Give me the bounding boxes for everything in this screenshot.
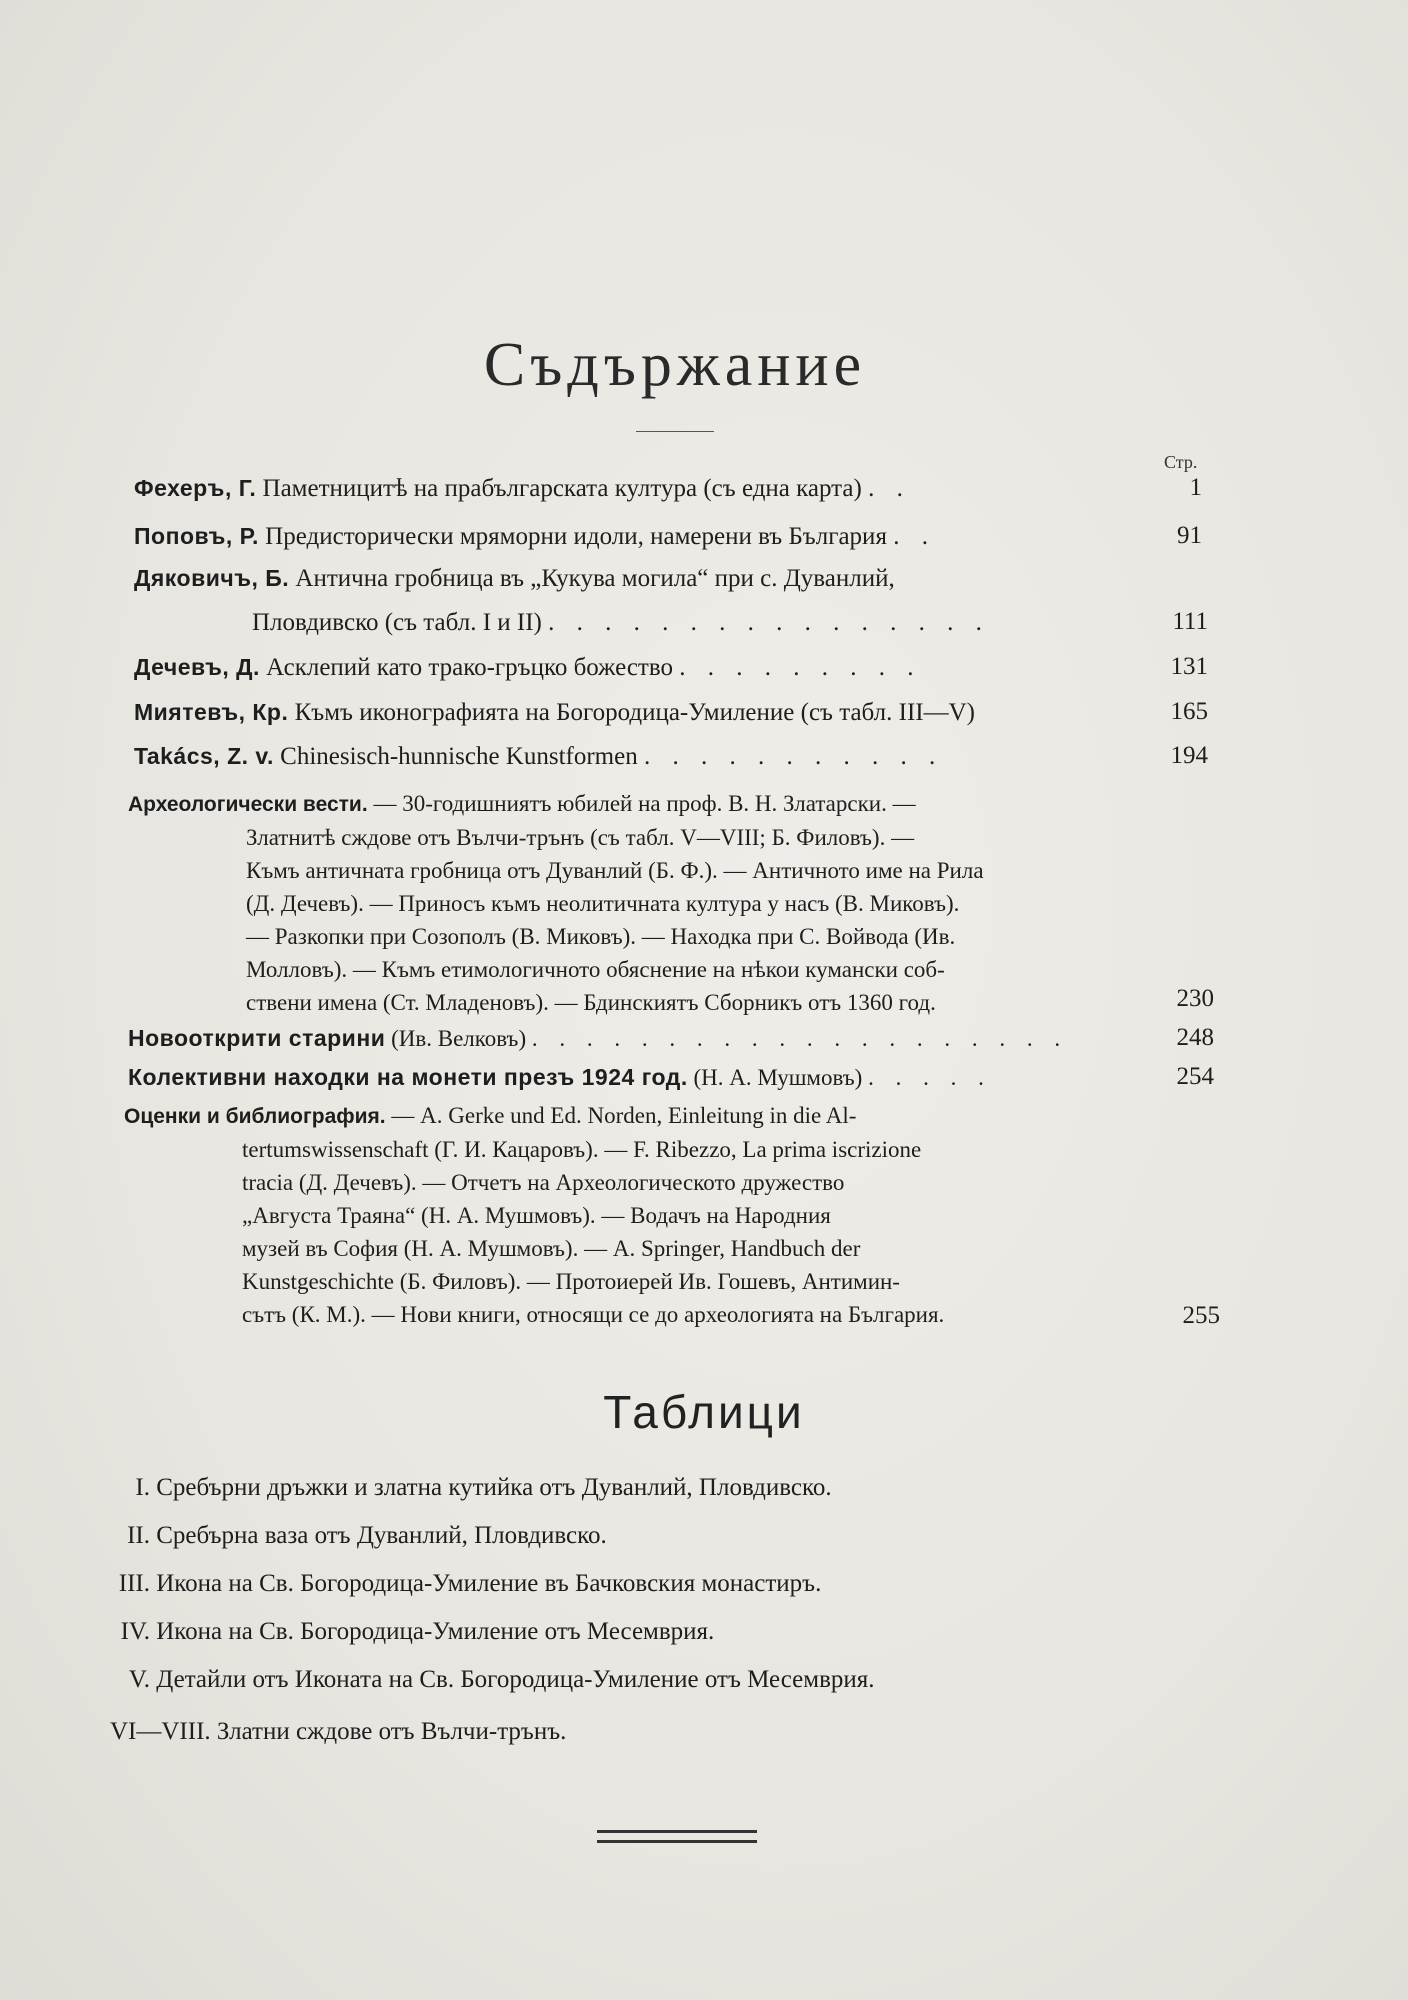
reviews-bibliography <box>124 1099 1144 1331</box>
toc-entry <box>134 645 1134 690</box>
entry-title: Антична гробница въ „Кукува могила“ при с. Дуванлий, <box>295 565 895 592</box>
plate-number: II. <box>127 1522 150 1549</box>
entry-page: 1 <box>1189 474 1202 501</box>
plate-item <box>110 1522 607 1550</box>
page-title: Съдържание <box>483 331 867 399</box>
plate-item <box>110 1570 821 1598</box>
section-line: (Д. Дечевъ). — Приносъ къмъ неолитичната култура у насъ (В. Миковъ). <box>246 891 960 916</box>
entry-page: 131 <box>1170 653 1208 680</box>
plate-caption: Детайли отъ Иконата на Св. Богородица-Умиление отъ Месемврия. <box>156 1666 875 1693</box>
entry-page: 111 <box>1172 608 1208 635</box>
toc-entry <box>134 734 1134 779</box>
entry-author: Миятевъ, Кр. <box>134 699 289 725</box>
section-line: Къмъ античната гробница отъ Дуванлий (Б. Ф.). — Античното име на Рила <box>246 858 984 883</box>
entry-leader: . . <box>893 523 936 550</box>
page-column-label: Стр. <box>1164 452 1198 472</box>
toc-entry <box>134 690 1134 735</box>
entry-title: Асклепий като трако-гръцко божество <box>266 654 673 681</box>
entry-leader: . . . . . . . . . <box>679 654 922 681</box>
section-line: музей въ София (Н. А. Мушмовъ). — A. Springer, Handbuch der <box>242 1236 861 1261</box>
entry-page: 255 <box>1182 1302 1220 1329</box>
plate-caption: Сребърна ваза отъ Дуванлий, Пловдивско. <box>156 1522 607 1549</box>
entry-page: 248 <box>1176 1024 1214 1051</box>
plate-item <box>110 1618 714 1646</box>
archaeology-news <box>128 787 1148 1019</box>
entry-page: 230 <box>1176 985 1214 1012</box>
entry-author: Дяковичъ, Б. <box>134 565 290 591</box>
section-line: tertumswissenschaft (Г. И. Кацаровъ). — F. Ribezzo, La prima iscrizione <box>242 1137 922 1162</box>
entry-author: Колективни находки на монети презъ 1924 год. <box>128 1064 688 1090</box>
entry-title: Предисторически мряморни идоли, намерени въ България <box>265 523 887 550</box>
toc-entry <box>134 466 1134 511</box>
entry-page: 165 <box>1170 698 1208 725</box>
section-line: Kunstgeschichte (Б. Филовъ). — Протоиерей Ив. Гошевъ, Антимин- <box>242 1269 900 1294</box>
section-line: Златнитѣ сждове отъ Вълчи-трънъ (съ табл. V—VIII; Б. Филовъ). — <box>246 825 915 850</box>
title-divider <box>636 431 714 432</box>
section-line: — Разкопки при Созополъ (В. Миковъ). — Находка при С. Войвода (Ив. <box>246 924 956 949</box>
entry-leader: . . . . . . . . . . . . . . . . <box>548 609 990 636</box>
section-line: „Августа Траяна“ (Н. А. Мушмовъ). — Водачъ на Народния <box>242 1203 831 1228</box>
plate-number: IV. <box>120 1618 150 1645</box>
entry-title: Къмъ иконографията на Богородица-Умиление (съ табл. III—V) <box>294 699 975 726</box>
entry-author: Новооткрити старини <box>128 1025 386 1051</box>
plate-caption: Икона на Св. Богородица-Умиление въ Бачковския монастиръ. <box>156 1570 822 1597</box>
entry-page: 91 <box>1177 522 1202 549</box>
closing-double-rule <box>597 1830 757 1843</box>
entry-page: 194 <box>1170 742 1208 769</box>
toc-entry <box>134 556 1134 645</box>
section-line: Молловъ). — Къмъ етимологичното обяснение на нѣкои кумански соб- <box>246 957 945 982</box>
plate-number: VI—VIII. <box>110 1718 211 1745</box>
plate-item <box>110 1474 832 1502</box>
section-line: ствени имена (Ст. Младеновъ). — Бдинскиятъ Сборникъ отъ 1360 год. <box>246 990 936 1015</box>
entry-leader: . . . . . . . . . . . <box>643 743 944 770</box>
plate-item <box>110 1718 566 1746</box>
plate-number: III. <box>118 1570 150 1597</box>
entry-leader: . . . . . . . . . . . . . . . . . . . . <box>531 1026 1069 1051</box>
section-line: — 30-годишниятъ юбилей на проф. В. Н. Златарски. — <box>373 791 916 816</box>
toc-entry <box>134 514 1134 559</box>
plate-number: I. <box>135 1474 150 1501</box>
entry-author: Takács, Z. v. <box>134 743 274 769</box>
section-line: сътъ (К. М.). — Нови книги, относящи се до археологията на България. <box>242 1302 945 1327</box>
plate-caption: Златни сждове отъ Вълчи-трънъ. <box>216 1718 567 1745</box>
entry-title: Паметницитѣ на прабългарската култура (съ една карта) <box>262 475 862 502</box>
entry-leader: . . . . . <box>868 1065 992 1090</box>
entry-leader: . . <box>868 475 911 502</box>
plate-caption: Сребърни дръжки и златна кутийка отъ Дуванлий, Пловдивско. <box>156 1474 832 1501</box>
toc-entry <box>128 1055 1128 1100</box>
plate-number: V. <box>128 1666 150 1693</box>
section-heading: Археологически вести. <box>128 793 368 816</box>
section-line: — A. Gerke und Ed. Norden, Einleitung in die Al- <box>391 1103 857 1128</box>
entry-page: 254 <box>1176 1063 1214 1090</box>
entry-author: Поповъ, Р. <box>134 523 259 549</box>
entry-title-continued: Пловдивско (съ табл. I и II) <box>252 609 542 636</box>
entry-author: Дечевъ, Д. <box>134 654 260 680</box>
plate-caption: Икона на Св. Богородица-Умиление отъ Месемврия. <box>156 1618 715 1645</box>
plate-item <box>110 1666 875 1694</box>
entry-author: Фехеръ, Г. <box>134 475 257 501</box>
tables-heading: Таблици <box>603 1386 805 1438</box>
entry-title: Chinesisch-hunnische Kunstformen <box>280 743 638 770</box>
entry-title: (Ив. Велковъ) <box>391 1026 527 1051</box>
section-heading: Оценки и библиография. <box>124 1105 386 1128</box>
entry-title: (Н. А. Мушмовъ) <box>693 1065 863 1090</box>
section-line: tracia (Д. Дечевъ). — Отчетъ на Археологическото дружество <box>242 1170 845 1195</box>
